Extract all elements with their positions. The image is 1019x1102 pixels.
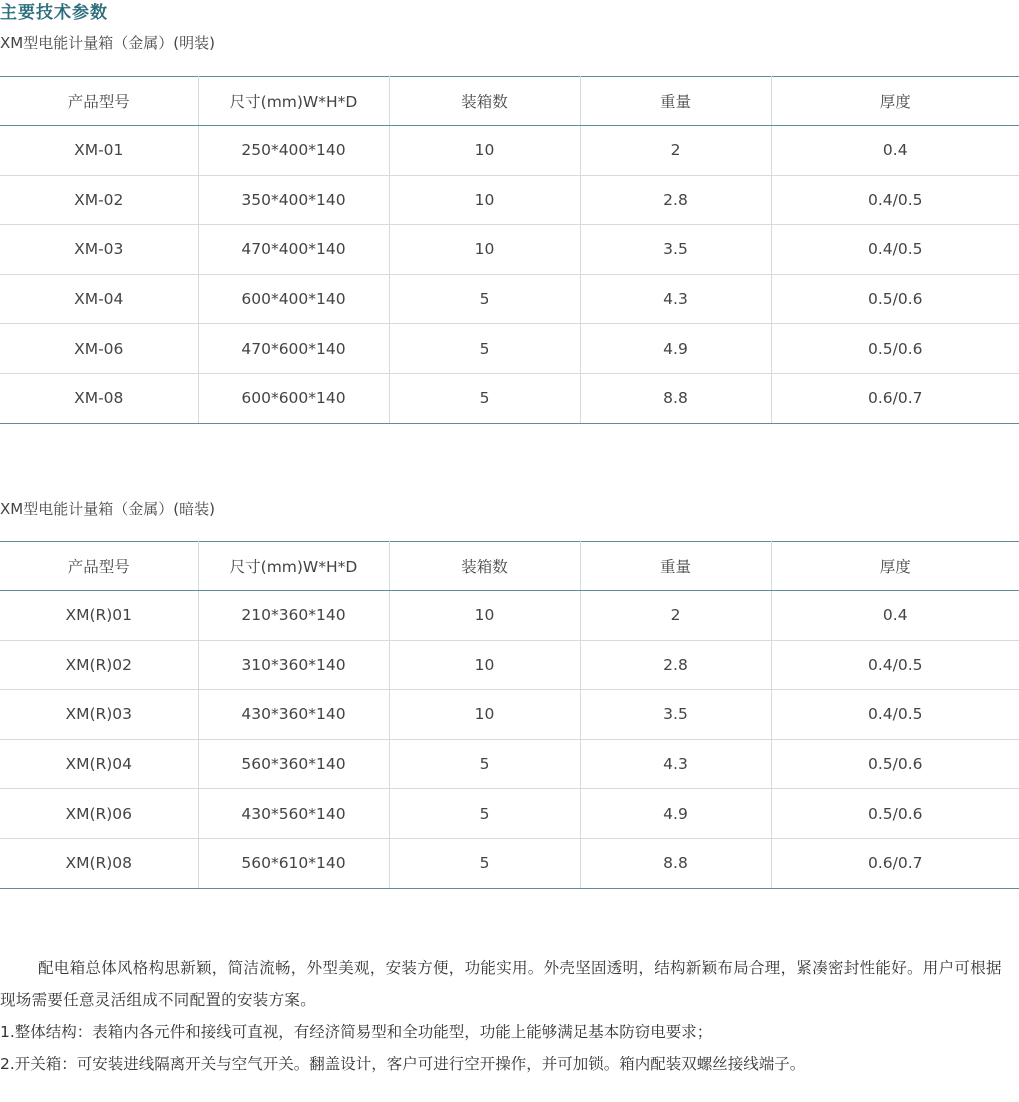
cell-size: 430*560*140	[198, 789, 389, 839]
cell-thickness: 0.4/0.5	[771, 175, 1019, 225]
description-point-structure: 1.整体结构：表箱内各元件和接线可直视，有经济简易型和全功能型，功能上能够满足基本防窃电要求；	[0, 1023, 713, 1041]
cell-pack-qty: 5	[389, 373, 580, 423]
cell-model: XM(R)03	[0, 690, 198, 740]
cell-pack-qty: 10	[389, 591, 580, 641]
cell-model: XM-08	[0, 373, 198, 423]
cell-model: XM(R)01	[0, 591, 198, 641]
cell-model: XM-04	[0, 274, 198, 324]
description-point-switch-box: 2.开关箱：可安装进线隔离开关与空气开关。翻盖设计，客户可进行空开操作，并可加锁。箱内配装双螺丝接线端子。	[0, 1055, 806, 1073]
column-header-thickness: 厚度	[771, 77, 1019, 126]
column-header-weight: 重量	[580, 542, 771, 591]
table-row	[0, 126, 1019, 176]
table-row	[0, 324, 1019, 374]
page-title: 主要技术参数	[0, 3, 108, 23]
cell-weight: 2.8	[580, 175, 771, 225]
cell-size: 470*600*140	[198, 324, 389, 374]
table-row	[0, 739, 1019, 789]
cell-size: 560*610*140	[198, 838, 389, 888]
spec-table-surface-mount	[0, 76, 1019, 424]
column-header-model: 产品型号	[0, 542, 198, 591]
cell-size: 600*400*140	[198, 274, 389, 324]
table-row	[0, 838, 1019, 888]
cell-thickness: 0.4/0.5	[771, 690, 1019, 740]
column-header-thickness: 厚度	[771, 542, 1019, 591]
column-header-model: 产品型号	[0, 77, 198, 126]
description-intro: 配电箱总体风格构思新颖，简洁流畅，外型美观，安装方便，功能实用。外壳坚固透明，结构新颖布局合理，紧凑密封性能好。用户可根据现场需要任意灵活组成不同配置的安装方案。	[0, 959, 1002, 1009]
table-row	[0, 225, 1019, 275]
cell-pack-qty: 5	[389, 739, 580, 789]
cell-model: XM(R)04	[0, 739, 198, 789]
cell-model: XM(R)06	[0, 789, 198, 839]
table-header-row	[0, 542, 1019, 591]
cell-pack-qty: 5	[389, 324, 580, 374]
cell-thickness: 0.5/0.6	[771, 274, 1019, 324]
cell-model: XM-03	[0, 225, 198, 275]
cell-pack-qty: 5	[389, 838, 580, 888]
table-row	[0, 789, 1019, 839]
cell-size: 310*360*140	[198, 640, 389, 690]
cell-thickness: 0.5/0.6	[771, 789, 1019, 839]
cell-weight: 8.8	[580, 373, 771, 423]
spec-table-flush-mount	[0, 541, 1019, 889]
cell-thickness: 0.6/0.7	[771, 373, 1019, 423]
cell-size: 350*400*140	[198, 175, 389, 225]
cell-size: 250*400*140	[198, 126, 389, 176]
cell-pack-qty: 10	[389, 175, 580, 225]
cell-size: 430*360*140	[198, 690, 389, 740]
cell-model: XM-02	[0, 175, 198, 225]
cell-weight: 8.8	[580, 838, 771, 888]
product-description	[0, 952, 1015, 1080]
cell-size: 470*400*140	[198, 225, 389, 275]
cell-weight: 2	[580, 591, 771, 641]
table-row	[0, 640, 1019, 690]
table-row	[0, 591, 1019, 641]
table-caption-flush-mount: XM型电能计量箱（金属）(暗装)	[0, 500, 215, 518]
cell-weight: 2.8	[580, 640, 771, 690]
cell-pack-qty: 5	[389, 789, 580, 839]
cell-thickness: 0.6/0.7	[771, 838, 1019, 888]
cell-pack-qty: 10	[389, 690, 580, 740]
table-caption-surface-mount: XM型电能计量箱（金属）(明装)	[0, 34, 215, 52]
table-header-row	[0, 77, 1019, 126]
table-row	[0, 274, 1019, 324]
cell-thickness: 0.4	[771, 126, 1019, 176]
column-header-size: 尺寸(mm)W*H*D	[198, 542, 389, 591]
cell-pack-qty: 10	[389, 640, 580, 690]
cell-weight: 2	[580, 126, 771, 176]
cell-weight: 4.3	[580, 274, 771, 324]
column-header-pack-qty: 装箱数	[389, 77, 580, 126]
cell-pack-qty: 5	[389, 274, 580, 324]
cell-pack-qty: 10	[389, 225, 580, 275]
cell-weight: 4.3	[580, 739, 771, 789]
cell-weight: 3.5	[580, 690, 771, 740]
cell-size: 560*360*140	[198, 739, 389, 789]
column-header-pack-qty: 装箱数	[389, 542, 580, 591]
cell-weight: 3.5	[580, 225, 771, 275]
table-row	[0, 690, 1019, 740]
cell-size: 600*600*140	[198, 373, 389, 423]
table-row	[0, 373, 1019, 423]
cell-thickness: 0.5/0.6	[771, 324, 1019, 374]
cell-thickness: 0.5/0.6	[771, 739, 1019, 789]
cell-thickness: 0.4	[771, 591, 1019, 641]
cell-size: 210*360*140	[198, 591, 389, 641]
cell-pack-qty: 10	[389, 126, 580, 176]
column-header-size: 尺寸(mm)W*H*D	[198, 77, 389, 126]
table-row	[0, 175, 1019, 225]
cell-weight: 4.9	[580, 789, 771, 839]
cell-thickness: 0.4/0.5	[771, 225, 1019, 275]
cell-model: XM-01	[0, 126, 198, 176]
column-header-weight: 重量	[580, 77, 771, 126]
cell-model: XM(R)02	[0, 640, 198, 690]
cell-model: XM-06	[0, 324, 198, 374]
cell-weight: 4.9	[580, 324, 771, 374]
cell-thickness: 0.4/0.5	[771, 640, 1019, 690]
cell-model: XM(R)08	[0, 838, 198, 888]
